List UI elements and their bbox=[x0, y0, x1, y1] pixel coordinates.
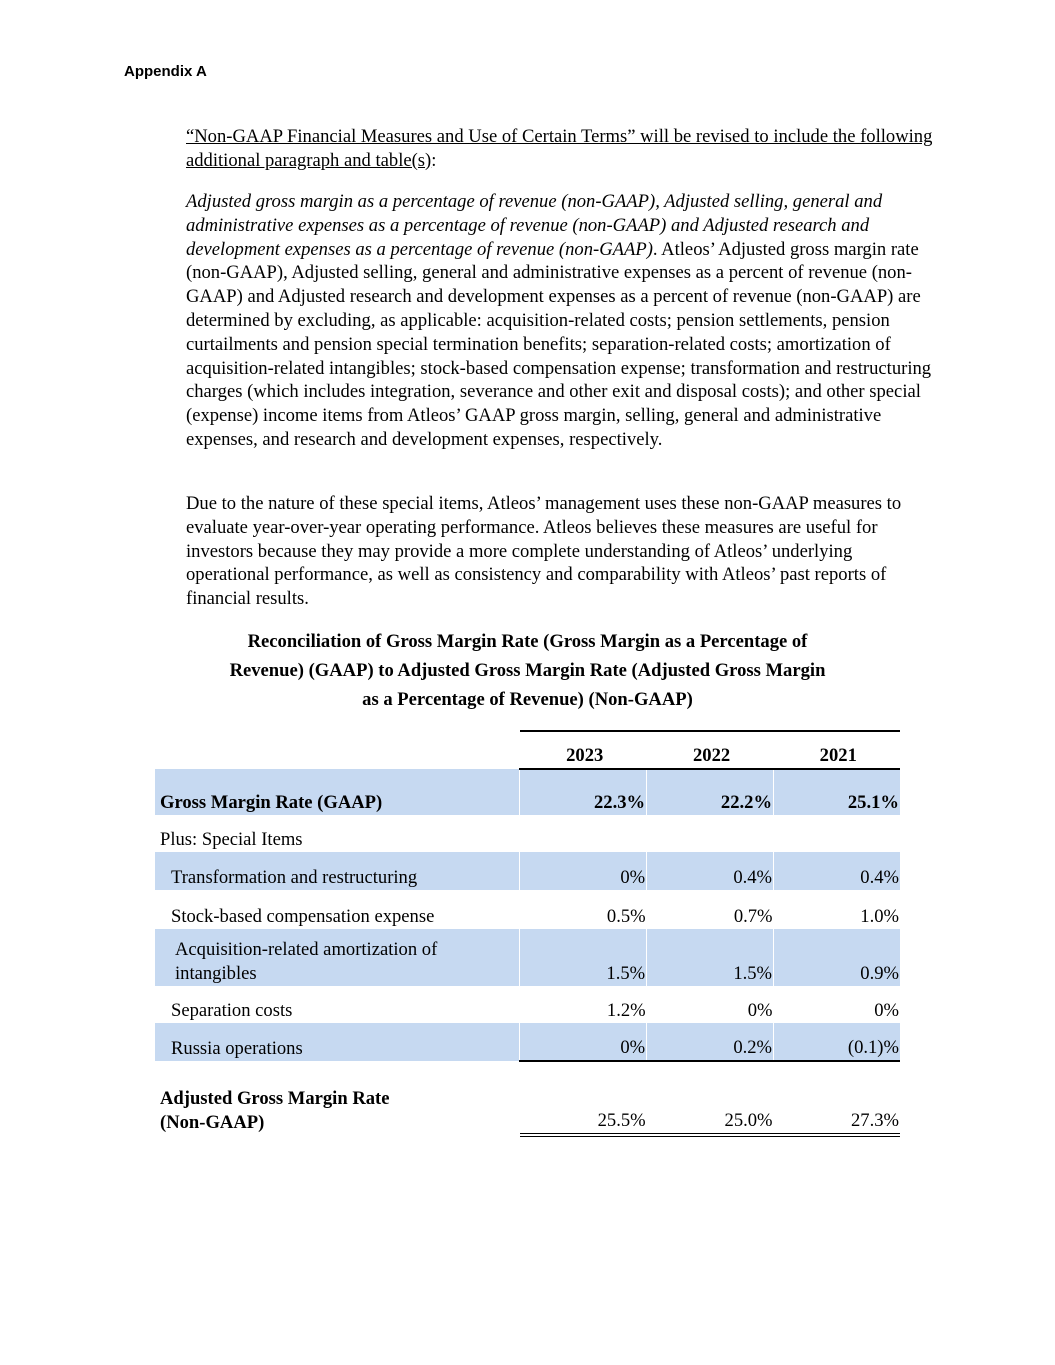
table-title-line: Reconciliation of Gross Margin Rate (Gross Margin as a Percentage of bbox=[247, 631, 808, 652]
row-label-line: (Non-GAAP) bbox=[160, 1112, 265, 1133]
row-label: Transformation and restructuring bbox=[155, 852, 520, 890]
row-value: 0% bbox=[747, 1000, 773, 1021]
table-header-row bbox=[155, 731, 900, 769]
row-value: 0.4% bbox=[647, 852, 774, 890]
row-label: Separation costs bbox=[171, 1000, 293, 1021]
row-label-line: Adjusted Gross Margin Rate bbox=[160, 1088, 390, 1109]
table-row-separation bbox=[155, 986, 900, 1023]
table-row-adjusted-total bbox=[155, 1061, 900, 1135]
table-row-gross-margin bbox=[155, 769, 900, 815]
table-title-line: as a Percentage of Revenue) (Non-GAAP) bbox=[362, 689, 693, 710]
row-label: Russia operations bbox=[155, 1023, 520, 1061]
row-value bbox=[774, 815, 900, 852]
intro-paragraph bbox=[186, 125, 936, 173]
table-row-russia bbox=[155, 1023, 900, 1061]
header-year: 2023 bbox=[520, 731, 647, 769]
paragraph-definition bbox=[186, 190, 936, 452]
paragraph-definition-italic: Adjusted gross margin as a percentage of revenue (non-GAAP), Adjusted selling, general and administrative expenses as a percentage of revenue (non-GAAP) and Adjusted research and development expenses as a percentage of revenue (non-GAAP) bbox=[186, 191, 883, 260]
row-value: 0.2% bbox=[647, 1023, 774, 1061]
row-value: 22.3% bbox=[520, 769, 647, 815]
row-value: (0.1)% bbox=[774, 1023, 900, 1061]
row-value bbox=[647, 815, 774, 852]
row-value: 22.2% bbox=[647, 769, 774, 815]
row-value: 1.2% bbox=[606, 1000, 646, 1021]
row-label bbox=[155, 1061, 520, 1135]
row-value: 25.5% bbox=[520, 1061, 647, 1135]
table-title-line: Revenue) (GAAP) to Adjusted Gross Margin Rate (Adjusted Gross Margin bbox=[229, 660, 826, 681]
row-label: Plus: Special Items bbox=[160, 829, 303, 850]
paragraph-rationale: Due to the nature of these special items, Atleos’ management uses these non-GAAP measures to evaluate year-over-year operating performance. Atleos believes these measures are useful for investors because they may provide a more complete understanding of Atleos’ underlying operational performance, as well as consistency and comparability with Atleos’ past reports of financial results. bbox=[186, 493, 902, 610]
row-value: 0.9% bbox=[774, 929, 900, 986]
row-label: Gross Margin Rate (GAAP) bbox=[155, 769, 520, 815]
intro-suffix: : bbox=[431, 149, 437, 171]
row-value: 27.3% bbox=[774, 1061, 900, 1135]
header-year: 2022 bbox=[647, 731, 774, 769]
appendix-title: Appendix A bbox=[124, 63, 207, 80]
table-row-transformation bbox=[155, 852, 900, 890]
row-label-line: intangibles bbox=[175, 963, 257, 984]
row-value: 0% bbox=[874, 1000, 899, 1021]
table-row-stock-comp bbox=[155, 890, 900, 929]
row-value: 1.5% bbox=[647, 929, 774, 986]
table-row-amortization bbox=[155, 929, 900, 986]
row-label bbox=[155, 929, 520, 986]
row-label: Stock-based compensation expense bbox=[171, 906, 435, 927]
table-title bbox=[160, 627, 895, 714]
row-value: 0.7% bbox=[733, 906, 773, 927]
paragraph-definition-body: . Atleos’ Adjusted gross margin rate (non-GAAP), Adjusted selling, general and administrative expenses as a percent of revenue (non-GAAP) and Adjusted research and development expenses as a percent of revenue (non-GAAP) are determined by excluding, as applicable: acquisition-related costs; pension settlements, pension curtailments and pension special termination benefits; separation-related costs; amortization of acquisition-related intangibles; stock-based compensation expense; transformation and restructuring charges (which includes integration, severance and other exit and disposal costs); and other special (expense) income items from Atleos’ GAAP gross margin, selling, general and administrative expenses, and research and development expenses, respectively. bbox=[186, 238, 932, 450]
reconciliation-table bbox=[155, 730, 900, 1137]
row-value: 0% bbox=[520, 1023, 647, 1061]
intro-underlined-text: “Non-GAAP Financial Measures and Use of Certain Terms” will be revised to include the following additional paragraph and table(s) bbox=[186, 126, 933, 171]
row-label-line: Acquisition-related amortization of bbox=[175, 939, 438, 960]
row-value: 0.4% bbox=[774, 852, 900, 890]
row-value: 25.1% bbox=[774, 769, 900, 815]
row-value: 0.5% bbox=[606, 906, 646, 927]
header-year: 2021 bbox=[774, 731, 900, 769]
row-value: 1.5% bbox=[520, 929, 647, 986]
row-value: 0% bbox=[520, 852, 647, 890]
table-row-special-items bbox=[155, 815, 900, 852]
row-value: 25.0% bbox=[647, 1061, 774, 1135]
row-value bbox=[520, 815, 647, 852]
row-value: 1.0% bbox=[860, 906, 899, 927]
header-blank bbox=[155, 731, 520, 769]
